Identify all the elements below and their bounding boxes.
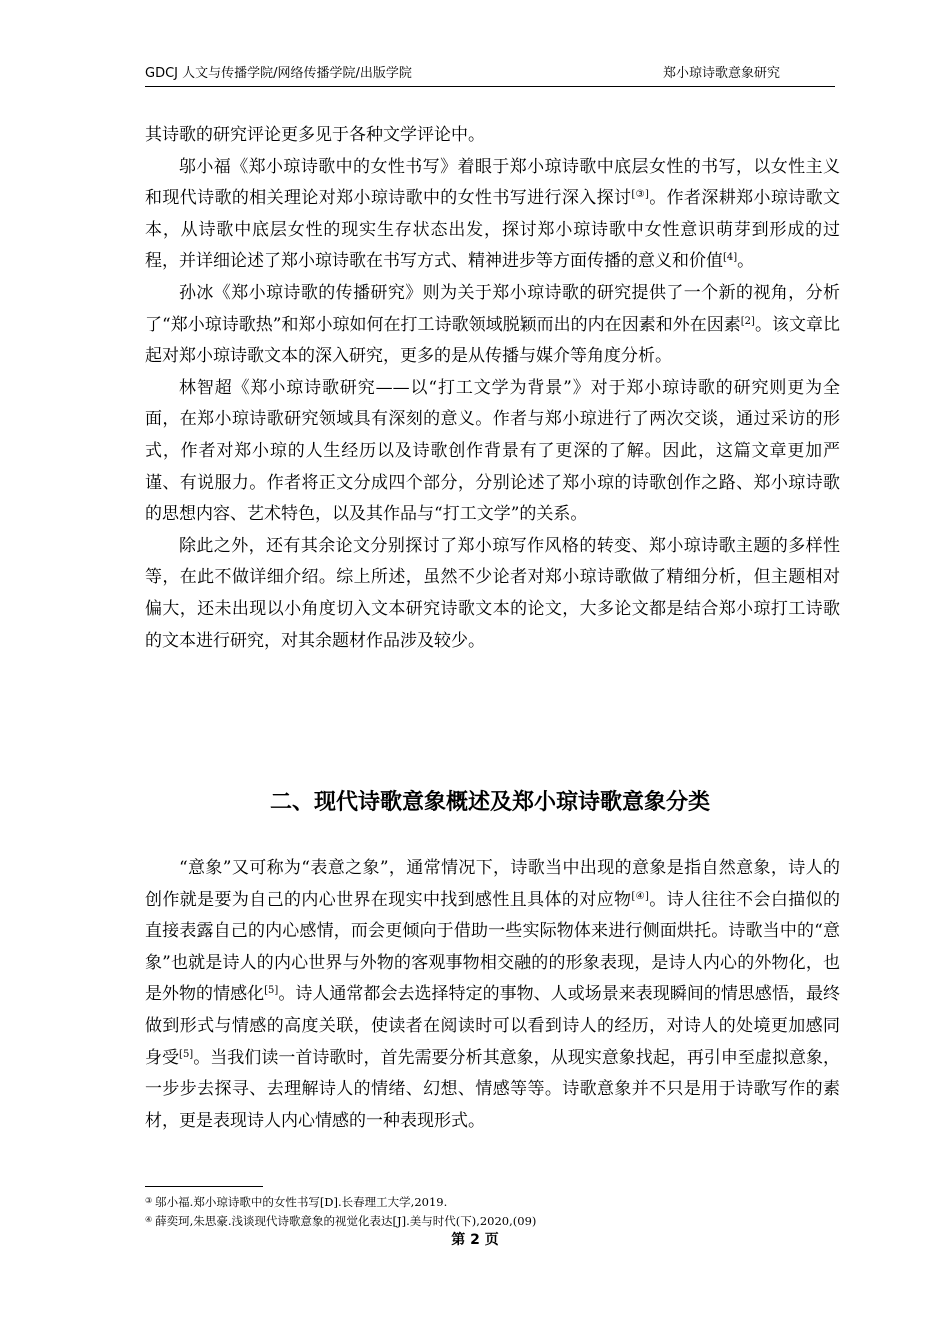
paragraph: 邬小福《郑小琼诗歌中的女性书写》着眼于郑小琼诗歌中底层女性的书写，以女性主义和现代诗歌的相关理论对郑小琼诗歌中的女性书写进行深入探讨[③]。作者深耕郑小琼诗歌文本，从诗歌中底层女性的现实生存状态出发，探讨郑小琼诗歌中女性意识萌芽到形成的过程，并详细论述了郑小琼诗歌在书写方式、精神进步等方面传播的意义和价值[4]。 xyxy=(145,156,841,272)
page-number: 第 2 页 xyxy=(451,1232,499,1248)
running-header xyxy=(145,64,835,87)
footnote xyxy=(145,1192,835,1211)
citation: [5] xyxy=(179,1048,194,1060)
header-institution: GDCJ 人文与传播学院/网络传播学院/出版学院 xyxy=(145,66,412,81)
footnote-mark: ④ xyxy=(145,1215,153,1224)
paragraph: 孙冰《郑小琼诗歌的传播研究》则为关于郑小琼诗歌的研究提供了一个新的视角，分析了“郑小琼诗歌热”和郑小琼如何在打工诗歌领域脱颖而出的内在因素和外在因素[2]。该文章比起对郑小琼诗歌文本的深入研究，更多的是从传播与媒介等角度分析。 xyxy=(145,282,840,367)
paragraph: 除此之外，还有其余论文分别探讨了郑小琼写作风格的转变、郑小琼诗歌主题的多样性等，在此不做详细介绍。综上所述，虽然不少论者对郑小琼诗歌做了精细分析，但主题相对偏大，还未出现以小角度切入文本研究诗歌文本的论文，大多论文都是结合郑小琼打工诗歌的文本进行研究，对其余题材作品涉及较少。 xyxy=(145,535,840,651)
citation: [③] xyxy=(631,189,649,201)
section-heading: 二、现代诗歌意象概述及郑小琼诗歌意象分类 xyxy=(269,790,710,815)
citation: [4] xyxy=(723,252,738,264)
citation: [2] xyxy=(740,315,755,327)
citation: [5] xyxy=(264,985,279,997)
paragraph: 林智超《郑小琼诗歌研究——以“打工文学为背景”》对于郑小琼诗歌的研究则更为全面，在郑小琼诗歌研究领域具有深刻的意义。作者与郑小琼进行了两次交谈，通过采访的形式，作者对郑小琼的人生经历以及诗歌创作背景有了更深的了解。因此，这篇文章更加严谨、有说服力。作者将正文分成四个部分，分别论述了郑小琼的诗歌创作之路、郑小琼诗歌的思想内容、艺术特色，以及其作品与“打工文学”的关系。 xyxy=(145,377,840,525)
section-body-text xyxy=(145,853,840,1137)
citation: [④] xyxy=(631,890,649,902)
footnote xyxy=(145,1211,835,1230)
footnote-text: 邬小福.郑小琼诗歌中的女性书写[D].长春理工大学,2019. xyxy=(155,1195,448,1209)
paragraph: 其诗歌的研究评论更多见于各种文学评论中。 xyxy=(145,125,485,145)
footnote-divider xyxy=(145,1186,263,1187)
footnotes xyxy=(145,1192,835,1230)
literature-review-text xyxy=(145,120,840,657)
paragraph: “意象”又可称为“表意之象”，通常情况下，诗歌当中出现的意象是指自然意象，诗人的创作就是要为自己的内心世界在现实中找到感性且具体的对应物[④]。诗人往往不会白描似的直接表露自己的内心感情，而会更倾向于借助一些实际物体来进行侧面烘托。诗歌当中的“意象”也就是诗人的内心世界与外物的客观事物相交融的的形象表现，是诗人内心的外物化，也是外物的情感化[5]。诗人通常都会去选择特定的事物、人或场景来表现瞬间的情思感悟，最终做到形式与情感的高度关联，使读者在阅读时可以看到诗人的经历，对诗人的处境更加感同身受[5]。当我们读一首诗歌时，首先需要分析其意象，从现实意象找起，再引申至虚拟意象，一步步去探寻、去理解诗人的情绪、幻想、情感等等。诗歌意象并不只是用于诗歌写作的素材，更是表现诗人内心情感的一种表现形式。 xyxy=(145,858,841,1131)
footnote-text: 薛奕珂,朱思豪.浅谈现代诗歌意象的视觉化表达[J].美与时代(下),2020,(09) xyxy=(155,1214,537,1228)
header-thesis-title: 郑小琼诗歌意象研究 xyxy=(662,66,780,81)
footnote-mark: ③ xyxy=(145,1196,153,1205)
